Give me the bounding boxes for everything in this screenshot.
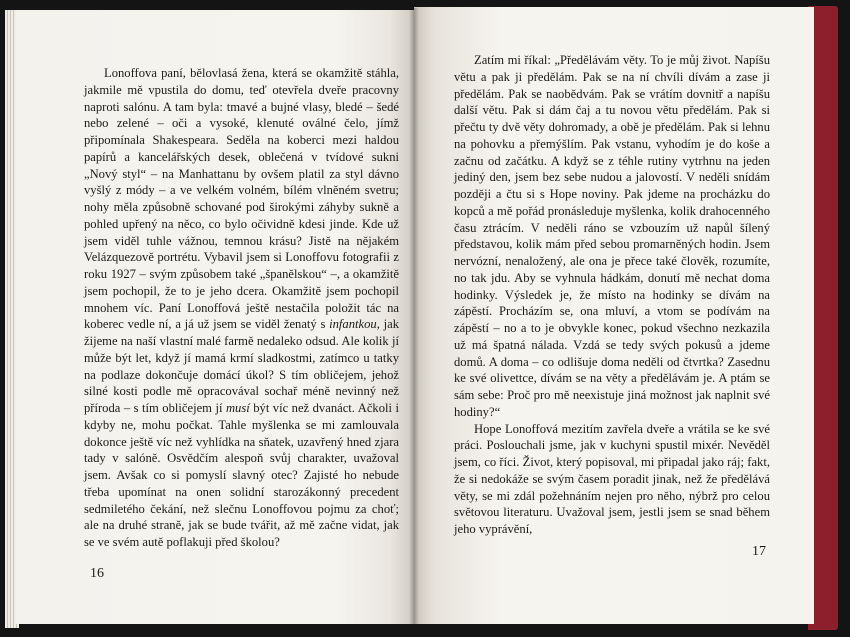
right-page-text [454,52,770,538]
left-paragraph-1: Lonoffova paní, bělovlasá žena, která se okamžitě stáhla, jakmile mě vpustila do domu, teď otevřela dveře pracovny naproti salónu. A tam byla: tmavé a bujné vlasy, bledé – šedé nebo zelené – oči a vysoké, klenuté oválné čelo, jímž připomínala Shakespeara. Seděla na koberci mezi haldou papírů a kancelářských desek, oblečená v tvídové sukni „Nový styl“ – na Manhattanu by ovšem platil za styl dávno vyšlý z módy – a ve velkém volném, bílém vlněném svetru; nohy měla způsobně schované pod širokými záhyby sukně a pohled upřený na něco, co bylo očividně kdesi jinde. Kde už jsem viděl tuhle vážnou, temnou krásu? Jistě na nějakém Velázquezově portrétu. Vybavil jsem si Lonoffovu fotografii z roku 1927 – svým způsobem také „španělskou“ –, a okamžitě jsem pochopil, že to je jeho dcera. Okamžitě jsem pochopil mnohem víc. Paní Lonoffová ještě nestačila položit tác na koberec vedle ní, a já už jsem se viděl ženatý s infantkou, jak žijeme na naší vlastní malé farmě nedaleko odsud. Ale kolik jí může být let, když jí mamá krmí sladkostmi, zatímco u tatky na podlaze dokončuje domácí úkol? S tím obličejem, jehož silné kosti podle mě opracovával sochař méně nevinný než příroda – s tím obličejem jí musí být víc než dvanáct. Ačkoli i kdyby ne, mohu počkat. Tahle myšlenka se mi zamlouvala dokonce ještě víc než vyhlídka na sňatek, uzavřený hned zjara tady v salóně. Osvědčím alespoň svůj charakter, uvažoval jsem. Avšak co si pomyslí slavný otec? Zajisté ho nebude třeba upomínat na onen solidní starozákonný precedent sedmiletého čekání, než slečnu Lonoffovou pojmu za choť; ale na druhé straně, jak se bude tvářit, až mě začne vidat, jak se ve svém autě poflakuji před školou? [84,66,399,549]
right-page [414,7,814,624]
left-page-number: 16 [90,566,104,581]
right-paragraph-1: Zatím mi říkal: „Předělávám věty. To je můj život. Napíšu větu a pak ji předělám. Pak se na ní chvíli dívám a zase ji předělám. Pak se naobědvám. Pak se vrátím dovnitř a napíšu další větu. Pak si dám čaj a tu novou větu předělám. Pak si přečtu ty dvě věty dohromady, a obě je předělám. Pak si lehnu na pohovku a přemýšlím. Pak vstanu, vyhodím je do koše a začnu od začátku. A když se z téhle rutiny vytrhnu na jeden jediný den, jsem bez sebe nudou a jalovostí. V neděli snídám později a čtu si s Hope noviny. Pak jdeme na procházku do kopců a mě pořád pronásleduje myšlenka, kolik drahocenného času ztrácím. V neděli ráno se vzbouzím už napůl šílený představou, kolik mám před sebou promarněných hodin. Jsem nervózní, nenaložený, ale ona je přece také člověk, rozumíte, no tak jdu. Aby se vyhnula hádkám, donutí mě nechat doma hodinky. Výsledek je, že místo na hodinky se dívám na zápěstí. Procházím se, ona mluví, a vtom se podívám na zápěstí – no a to je obvykle konec, pokud všechno nezkazila už má špatná nálada. Vzdá se tedy svých pokusů a jdeme domů. A doma – co odlišuje doma neděli od čtvrtka? Zasednu ke své olivettce, dívám se na věty a předělávám je. A ptám se sám sebe: Proč pro mě neexistuje jiná možnost jak naplnit své hodiny?“ [454,53,770,419]
left-page-text [84,65,399,551]
right-page-number: 17 [752,544,766,559]
book-gutter [409,8,419,624]
italic-word-musi: musí [225,401,250,415]
right-paragraph-2: Hope Lonoffová mezitím zavřela dveře a vrátila se ke své práci. Poslouchali jsme, jak v kuchyni spustil mixér. Nevěděl jsem, co říci. Život, který popisoval, mi připadal jako ráj; fakt, že si nedokáže se svým časem poradit jinak, než že předělává věty, se mi zdál požehnáním nejen pro něho, nýbrž pro celou světovou literaturu. Uvažoval jsem, jestli jsem se snad během jeho vyprávění, [454,421,770,536]
italic-word-infantkou: infantkou [329,317,377,332]
left-page [16,10,414,624]
